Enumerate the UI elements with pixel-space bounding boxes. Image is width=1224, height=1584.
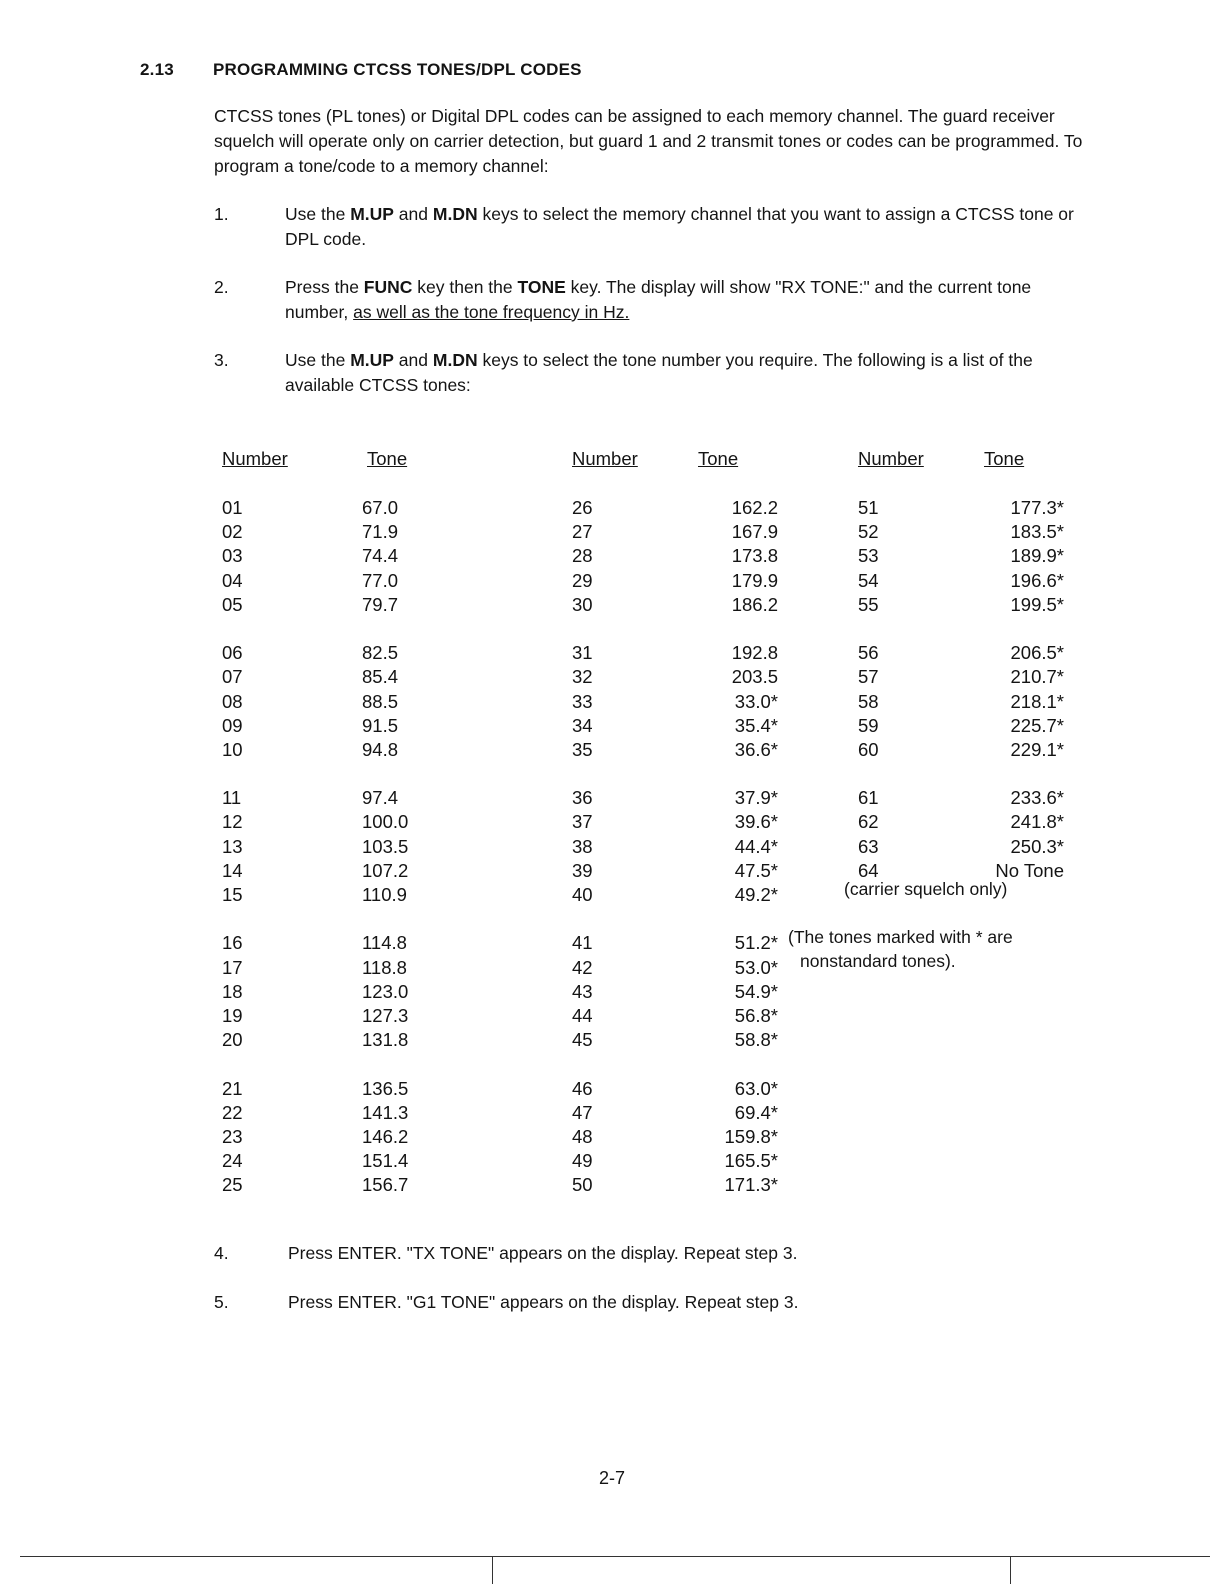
step-1 [214,202,1084,252]
step-text: Use the M.UP and M.DN keys to select the memory channel that you want to assign a CTCSS tone or DPL code. [285,204,1074,249]
tone-frequency-cell: 196.6* [1010,569,1064,591]
tone-frequency-cell: 162.2 [731,497,778,518]
group-gap [362,907,432,931]
intro-paragraph: CTCSS tones (PL tones) or Digital DPL codes can be assigned to each memory channel. The guard receiver squelch will operate only on carrier detection, but guard 1 and 2 transmit tones or codes can be programmed. To program a tone/code to a memory channel: [214,106,1083,176]
tone-frequency-cell: 51.2* [734,932,778,954]
tone-frequency-cell: 74.4 [362,545,399,567]
step-number: 2. [214,277,229,297]
section-heading [140,60,582,80]
step-2 [214,275,1084,325]
tone-frequency-cell: 82.5 [362,642,399,664]
group-gap [858,617,948,641]
tone-frequency-cell: No Tone [995,859,1064,881]
col2-number [572,446,662,1197]
header-number: Number [572,448,638,469]
tone-frequency-cell: 131.8 [362,1029,409,1051]
col3-tone [984,446,1064,883]
header-tone: Tone [367,448,408,469]
tone-number-cell: 24 [222,1150,243,1172]
tone-frequency-cell: 110.9 [362,884,407,905]
tone-number-cell: 34 [572,714,593,736]
tone-frequency-cell: 179.9 [731,569,778,591]
header-number: Number [222,448,288,469]
nonstandard-note-line2: nonstandard tones). [800,951,956,971]
tone-number-cell: 48 [572,1125,593,1147]
step-5 [214,1290,1084,1315]
tone-number-cell: 52 [858,521,879,543]
tone-frequency-cell: 171.3* [724,1174,778,1196]
tone-number-cell: 03 [222,545,243,567]
tone-number-cell: 49 [572,1150,593,1172]
tone-number-cell: 20 [222,1029,243,1051]
group-gap [222,907,312,931]
tone-number-cell: 05 [222,593,243,615]
tone-frequency-cell: 91.5 [362,714,399,736]
tone-number-cell: 31 [572,642,593,664]
group-gap [572,1052,662,1076]
tone-number-cell: 54 [858,569,879,591]
carrier-squelch-note: (carrier squelch only) [844,879,1008,899]
tone-number-cell: 18 [222,980,243,1002]
section-title: PROGRAMMING CTCSS TONES/DPL CODES [213,60,582,79]
col1-number [222,446,312,1197]
nonstandard-note-line1: (The tones marked with * are [788,927,1013,947]
group-gap [984,762,1064,786]
group-gap [222,617,312,641]
tone-number-cell: 40 [572,884,593,905]
tone-frequency-cell: 250.3* [1010,835,1064,857]
tone-frequency-cell: 233.6* [1010,787,1064,809]
group-gap [858,762,948,786]
tone-number-cell: 53 [858,545,879,567]
page-number: 2-7 [598,1468,625,1488]
tone-number-cell: 13 [222,835,243,857]
tone-number-cell: 62 [858,811,879,833]
header-number: Number [858,448,924,469]
tone-frequency-cell: 33.0* [734,690,778,712]
tone-frequency-cell: 37.9* [734,787,778,809]
tone-number-cell: 04 [222,569,243,591]
step-4 [214,1241,1084,1266]
tone-number-cell: 10 [222,738,243,760]
tone-frequency-cell: 88.5 [362,690,399,712]
tone-number-cell: 45 [572,1029,593,1051]
tone-number-cell: 42 [572,956,593,978]
tone-number-cell: 26 [572,497,593,518]
step-3 [214,348,1084,398]
tone-number-cell: 55 [858,593,879,615]
group-gap [362,762,432,786]
tone-number-cell: 46 [572,1077,593,1099]
tone-frequency-cell: 136.5 [362,1077,409,1099]
tone-frequency-cell: 97.4 [362,787,399,809]
tone-frequency-cell: 107.2 [362,859,409,881]
tone-number-cell: 12 [222,811,243,833]
tone-number-cell: 14 [222,859,243,881]
step-number: 3. [214,350,229,370]
tone-number-cell: 43 [572,980,593,1002]
tone-frequency-cell: 156.7 [362,1174,409,1196]
step-number: 1. [214,204,229,224]
step-number: 5. [214,1292,229,1312]
group-gap [698,762,778,786]
tone-frequency-cell: 118.8 [362,956,407,978]
tone-number-cell: 08 [222,690,243,712]
tone-number-cell: 57 [858,666,879,688]
tone-frequency-cell: 199.5* [1010,593,1064,615]
group-gap [698,907,778,931]
tone-number-cell: 41 [572,932,593,954]
tone-number-cell: 09 [222,714,243,736]
tone-frequency-cell: 94.8 [362,738,399,760]
tone-number-cell: 33 [572,690,593,712]
tone-number-cell: 29 [572,569,593,591]
tone-frequency-cell: 54.9* [734,980,778,1002]
tone-frequency-cell: 53.0* [734,956,778,978]
step-text: Press ENTER. "TX TONE" appears on the display. Repeat step 3. [288,1243,798,1263]
tone-number-cell: 02 [222,521,243,543]
tone-number-cell: 28 [572,545,593,567]
tone-number-cell: 47 [572,1101,593,1123]
tone-frequency-cell: 79.7 [362,593,399,615]
tone-frequency-cell: 44.4* [734,835,778,857]
underlined-note: as well as the tone frequency in Hz. [353,302,630,322]
group-gap [362,1052,432,1076]
tone-number-cell: 50 [572,1174,593,1196]
tone-number-cell: 01 [222,497,243,518]
tone-number-cell: 64 [858,859,879,881]
tone-frequency-cell: 85.4 [362,666,399,688]
tone-frequency-cell: 58.8* [734,1029,778,1051]
group-gap [572,762,662,786]
tone-number-cell: 51 [858,497,879,518]
tone-frequency-cell: 229.1* [1010,738,1064,760]
tone-frequency-cell: 186.2 [731,593,778,615]
tone-number-cell: 23 [222,1125,243,1147]
tone-frequency-cell: 165.5* [724,1150,778,1172]
footer-tick [492,1556,493,1584]
tone-frequency-cell: 123.0 [362,980,409,1002]
tone-frequency-cell: 141.3 [362,1101,409,1123]
group-gap [572,907,662,931]
tone-number-cell: 27 [572,521,593,543]
tone-frequency-cell: 71.9 [362,521,399,543]
tone-frequency-cell: 67.0 [362,497,399,518]
tone-frequency-cell: 159.8* [724,1125,778,1147]
step-text: Press ENTER. "G1 TONE" appears on the display. Repeat step 3. [288,1292,799,1312]
group-gap [572,617,662,641]
tone-number-cell: 15 [222,884,243,905]
col3-number [858,446,948,883]
group-gap [984,617,1064,641]
tone-number-cell: 06 [222,642,243,664]
tone-number-cell: 07 [222,666,243,688]
tone-number-cell: 59 [858,714,879,736]
tone-frequency-cell: 69.4* [734,1101,778,1123]
tone-number-cell: 60 [858,738,879,760]
tone-frequency-cell: 192.8 [731,642,778,664]
tone-number-cell: 39 [572,859,593,881]
tone-number-cell: 16 [222,932,243,954]
tone-number-cell: 38 [572,835,593,857]
tone-number-cell: 63 [858,835,879,857]
tone-number-cell: 30 [572,593,593,615]
tone-frequency-cell: 177.3* [1010,497,1064,518]
tone-frequency-cell: 56.8* [734,1004,778,1026]
tone-number-cell: 35 [572,738,593,760]
tone-number-cell: 61 [858,787,879,809]
tone-frequency-cell: 210.7* [1010,666,1064,688]
step-text: Use the M.UP and M.DN keys to select the tone number you require. The following is a list of the available CTCSS tones: [285,350,1033,395]
group-gap [698,1052,778,1076]
header-tone: Tone [984,448,1025,469]
tone-number-cell: 25 [222,1174,243,1196]
tone-frequency-cell: 47.5* [734,859,778,881]
col1-tone [362,446,432,1197]
tone-frequency-cell: 39.6* [734,811,778,833]
tone-number-cell: 22 [222,1101,243,1123]
footer-tick [1010,1556,1011,1584]
group-gap [698,617,778,641]
tone-number-cell: 21 [222,1077,243,1099]
tone-frequency-cell: 151.4 [362,1150,409,1172]
step-number: 4. [214,1243,229,1263]
tone-number-cell: 17 [222,956,243,978]
tone-frequency-cell: 100.0 [362,811,409,833]
tone-number-cell: 19 [222,1004,243,1026]
tone-number-cell: 37 [572,811,593,833]
tone-frequency-cell: 49.2* [734,884,778,905]
tone-number-cell: 44 [572,1004,593,1026]
tone-frequency-cell: 146.2 [362,1125,409,1147]
tone-frequency-cell: 189.9* [1010,545,1064,567]
tone-frequency-cell: 103.5 [362,835,409,857]
tone-frequency-cell: 36.6* [734,738,778,760]
group-gap [222,1052,312,1076]
tone-frequency-cell: 225.7* [1010,714,1064,736]
tone-number-cell: 32 [572,666,593,688]
tone-frequency-cell: 167.9 [731,521,778,543]
tone-frequency-cell: 206.5* [1010,642,1064,664]
tone-number-cell: 36 [572,787,593,809]
header-tone: Tone [698,448,739,469]
tone-number-cell: 56 [858,642,879,664]
group-gap [222,762,312,786]
tone-frequency-cell: 114.8 [362,932,407,954]
tone-number-cell: 11 [222,787,242,809]
section-number: 2.13 [140,60,174,79]
tone-frequency-cell: 127.3 [362,1004,409,1026]
tone-frequency-cell: 63.0* [734,1077,778,1099]
footer-rule [20,1556,1210,1557]
col2-tone [698,446,778,1197]
tone-frequency-cell: 77.0 [362,569,399,591]
step-text: Press the FUNC key then the TONE key. The display will show "RX TONE:" and the current tone number, as well as the tone frequency in Hz. [285,277,1032,322]
tone-frequency-cell: 241.8* [1010,811,1064,833]
tone-frequency-cell: 183.5* [1010,521,1064,543]
tone-frequency-cell: 35.4* [734,714,778,736]
tone-frequency-cell: 173.8 [731,545,778,567]
tone-frequency-cell: 203.5 [731,666,778,688]
tone-number-cell: 58 [858,690,879,712]
group-gap [362,617,432,641]
tone-frequency-cell: 218.1* [1010,690,1064,712]
